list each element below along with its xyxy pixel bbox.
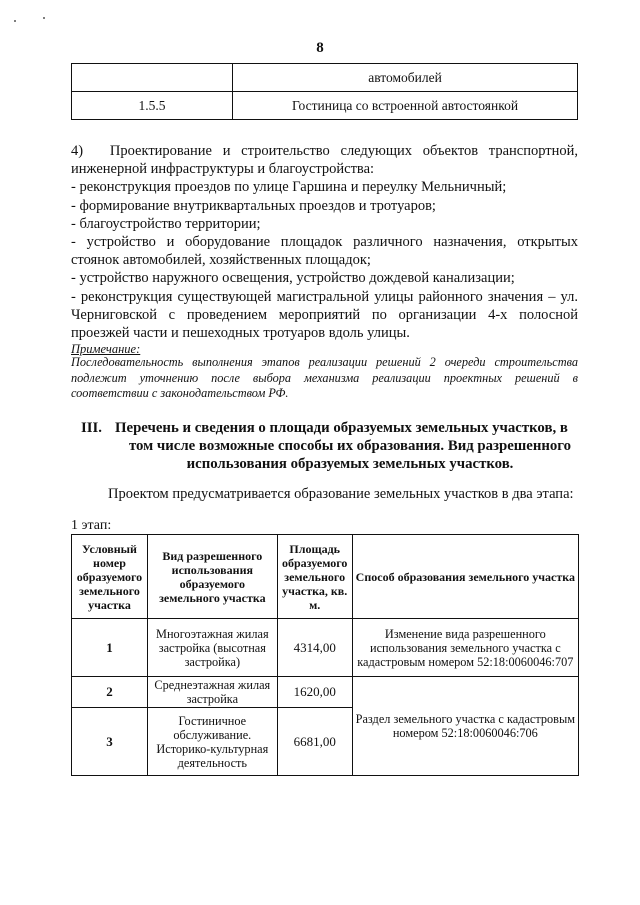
note-line: соответствии с законодательством РФ.: [71, 386, 289, 400]
table-header-row: [72, 535, 579, 619]
section-4-line: - реконструкция проездов по улице Гаршина и переулку Мельничный;: [71, 179, 507, 196]
note-body: [71, 355, 578, 402]
section-4-line: - реконструкция существующей магистральной улицы районного значения – ул.: [71, 288, 578, 305]
column-header: Площадь образуемого земельного участка, кв. м.: [277, 535, 352, 619]
intro-text: Проектом предусматривается образование земельных участков в два этапа:: [108, 486, 574, 502]
row-number-cell: [72, 64, 233, 92]
note-line: подлежит уточнению после выбора механизма реализации проектных решений в: [71, 370, 578, 385]
heading-line: том числе возможные способы их образования. Вид разрешенного: [128, 438, 572, 455]
section-roman-numeral: III.: [81, 420, 102, 436]
section-4-line: стоянок автомобилей, хозяйственных площадок;: [71, 252, 371, 269]
plot-method: Раздел земельного участка с кадастровым номером 52:18:0060046:706: [352, 677, 578, 776]
plot-area: 4314,00: [277, 619, 352, 677]
plot-use: Среднеэтажная жилая застройка: [147, 677, 277, 708]
top-table: [71, 63, 578, 120]
section-4-line: - устройство и оборудование площадок различного назначения, открытых: [71, 234, 578, 251]
table-row: [72, 619, 579, 677]
plot-number: 1: [72, 619, 148, 677]
plot-area: 1620,00: [277, 677, 352, 708]
section-4-paragraph: [71, 142, 578, 342]
plot-number: 3: [72, 708, 148, 776]
row-text-cell: Гостиница со встроенной автостоянкой: [233, 92, 578, 120]
land-plots-table: [71, 534, 579, 776]
page-number: 8: [316, 40, 324, 56]
note-title: Примечание:: [71, 342, 141, 356]
section-4-line: 4) Проектирование и строительство следующих объектов транспортной,: [71, 143, 578, 159]
plot-use: Многоэтажная жилая застройка (высотная застройка): [147, 619, 277, 677]
section-4-line: - устройство наружного освещения, устройство дождевой канализации;: [71, 270, 515, 287]
plot-method: Изменение вида разрешенного использования земельного участка с кадастровым номером 52:18:0060046:707: [352, 619, 578, 677]
section-4-line: проезжей части и пешеходных тротуаров вдоль улицы.: [71, 325, 410, 342]
column-header: Способ образования земельного участка: [352, 535, 578, 619]
section-4-line: инженерной инфраструктуры и благоустройства:: [71, 161, 375, 178]
section-4-line: Черниговской с проведением мероприятий по организации 4-х полосной: [71, 306, 578, 323]
row-text-cell: автомобилей: [233, 64, 578, 92]
table-row: [72, 677, 579, 708]
scan-speck: [14, 20, 16, 22]
column-header: Вид разрешенного использования образуемого земельного участка: [147, 535, 277, 619]
plot-number: 2: [72, 677, 148, 708]
plot-use: Гостиничное обслуживание. Историко-культурная деятельность: [147, 708, 277, 776]
note-line: Последовательность выполнения этапов реализации решений 2 очереди строительства: [71, 355, 578, 369]
stage-label: 1 этап:: [71, 518, 112, 533]
heading-line: Перечень и сведения о площади образуемых земельных участков, в: [115, 420, 568, 436]
table-row: [72, 92, 578, 120]
heading-line: использования образуемых земельных участков.: [186, 456, 514, 473]
section-4-line: - формирование внутриквартальных проездов и тротуаров;: [71, 197, 436, 214]
table-row: [72, 64, 578, 92]
scan-speck: [43, 17, 45, 19]
plot-area: 6681,00: [277, 708, 352, 776]
column-header: Условный номер образуемого земельного участка: [72, 535, 148, 619]
section-4-line: - благоустройство территории;: [71, 215, 261, 232]
row-number-cell: 1.5.5: [72, 92, 233, 120]
